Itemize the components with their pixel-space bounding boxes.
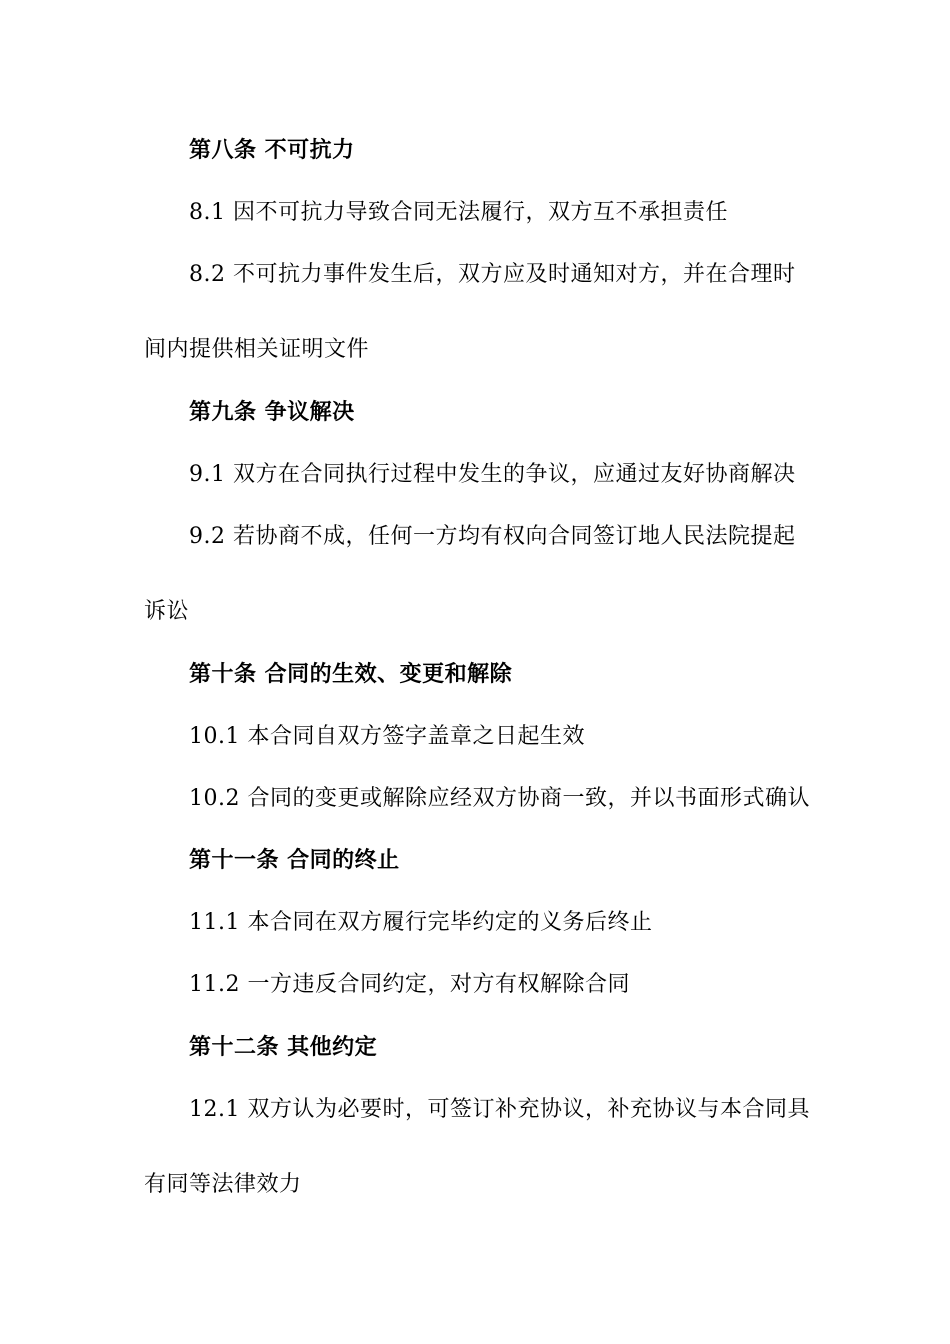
clause-9-2-line-1: 9.2 若协商不成，任何一方均有权向合同签订地人民法院提起 [189, 524, 796, 549]
clause-11-1: 11.1 本合同在双方履行完毕约定的义务后终止 [189, 910, 653, 935]
article-10-heading: 第十条 合同的生效、变更和解除 [189, 662, 513, 687]
article-8-heading: 第八条 不可抗力 [189, 138, 355, 163]
clause-12-1-line-2: 有同等法律效力 [144, 1172, 302, 1197]
clause-9-1: 9.1 双方在合同执行过程中发生的争议，应通过友好协商解决 [189, 462, 796, 487]
clause-11-2: 11.2 一方违反合同约定，对方有权解除合同 [189, 972, 630, 997]
clause-10-2: 10.2 合同的变更或解除应经双方协商一致，并以书面形式确认 [189, 786, 810, 811]
article-9-heading: 第九条 争议解决 [189, 400, 355, 425]
clause-12-1-line-1: 12.1 双方认为必要时，可签订补充协议，补充协议与本合同具 [189, 1097, 810, 1122]
clause-8-1: 8.1 因不可抗力导致合同无法履行，双方互不承担责任 [189, 200, 728, 225]
article-11-heading: 第十一条 合同的终止 [189, 848, 400, 873]
clause-8-2-line-2: 间内提供相关证明文件 [144, 337, 370, 362]
article-12-heading: 第十二条 其他约定 [189, 1035, 378, 1060]
clause-9-2-line-2: 诉讼 [144, 599, 190, 624]
clause-10-1: 10.1 本合同自双方签字盖章之日起生效 [189, 724, 585, 749]
clause-8-2-line-1: 8.2 不可抗力事件发生后，双方应及时通知对方，并在合理时 [189, 262, 796, 287]
